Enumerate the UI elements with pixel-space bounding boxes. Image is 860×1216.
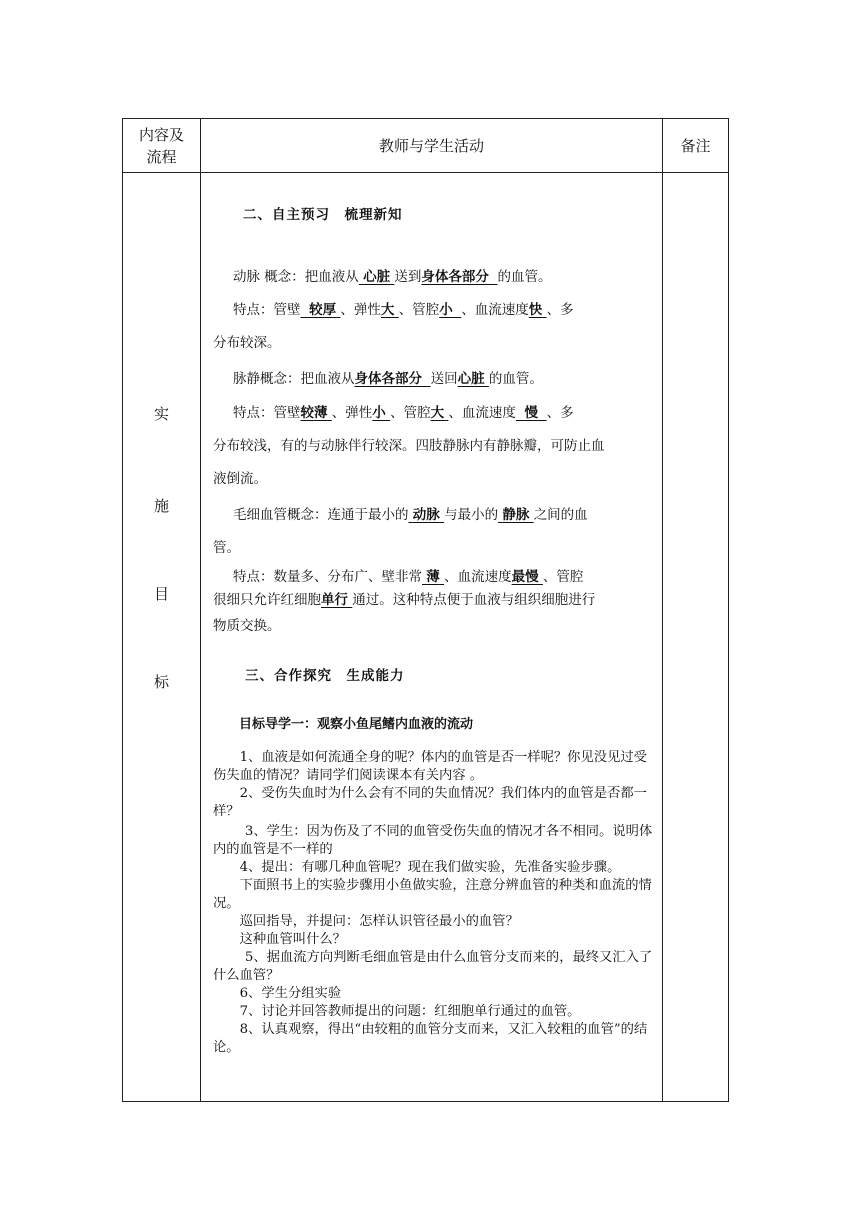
capillary-concept-line2: 管。 (213, 540, 240, 556)
artery-mid: 送到 (394, 269, 422, 285)
text-run: 的血管。 (488, 371, 543, 387)
vein-answer-2: 心脏 (457, 371, 485, 387)
list-item: 1、血液是如何流通全身的呢？体内的血管是否一样呢？你见没见过受伤失血的情况？请同学们阅读课本有关内容 。 (213, 750, 647, 783)
side-label-char: 实 (154, 405, 170, 423)
artery-answer-2: 身体各部分 (421, 269, 489, 285)
section3-title: 三、合作探究 生成能力 (245, 668, 405, 684)
list-item: 这种血管叫什么？ (239, 932, 346, 947)
vein-features-line2: 分布较浅，有的与动脉伴行较深。四肢静脉内有静脉瓣，可防止血 (213, 438, 605, 454)
side-label-char: 目 (154, 585, 170, 603)
list-item: 2、受伤失血时为什么会有不同的失血情况？我们体内的血管是否都一样？ (213, 786, 647, 819)
artery-suffix: 的血管。 (497, 269, 552, 285)
text-run: 与最小的 (444, 507, 499, 523)
text-run: 特点：管壁 (233, 302, 301, 318)
vein-concept (233, 367, 673, 387)
capillary-concept (233, 503, 673, 523)
header-content-flow (123, 119, 201, 173)
side-label-char: 施 (154, 497, 170, 515)
text-run: 特点：数量多、分布广、壁非常 (233, 569, 422, 585)
activities-cell (201, 173, 663, 1102)
text-run: 很细只允许红细胞 (213, 592, 321, 608)
capillary-features-line2 (213, 588, 653, 608)
side-label-cell (123, 173, 201, 1102)
text-run: 、多 (546, 302, 574, 318)
header-remarks: 备注 (663, 119, 729, 173)
header-content-flow-line1: 内容及 (138, 125, 184, 144)
artery-prefix: 动脉 概念：把血液从 (233, 269, 359, 285)
text-run: 、管腔 (390, 405, 431, 421)
capillary-feature-answer: 薄 (426, 569, 440, 585)
list-item: 7、讨论并回答教师提出的问题：红细胞单行通过的血管。 (239, 1004, 581, 1019)
list-item: 3、学生：因为伤及了不同的血管受伤失血的情况才各不相同。说明体内的血管是不一样的 (213, 824, 653, 857)
artery-feature-answer: 快 (528, 302, 543, 318)
section2-title: 二、自主预习 梳理新知 (243, 207, 403, 223)
text-run: 、血流速度 (461, 302, 529, 318)
vein-feature-answer: 大 (430, 405, 445, 421)
list-item: 6、学生分组实验 (239, 986, 342, 1001)
text-run: 送回 (430, 371, 458, 387)
capillary-answer-1: 动脉 (412, 507, 440, 523)
text-run: 脉静概念：把血液从 (233, 371, 355, 387)
artery-feature-answer: 较厚 (309, 302, 337, 318)
text-run: 、血流速度 (448, 405, 516, 421)
artery-feature-answer: 小 (439, 302, 453, 318)
text-run: 、弹性 (340, 302, 381, 318)
table-body-row (123, 173, 729, 1102)
artery-feature-answer: 大 (380, 302, 395, 318)
text-run: 特点：管壁 (233, 405, 301, 421)
artery-features-line2: 分布较深。 (213, 335, 281, 351)
list-item: 巡回指导，并提问：怎样认识管径最小的血管？ (239, 914, 519, 929)
goal-title: 目标导学一：观察小鱼尾鳍内血液的流动 (239, 717, 474, 732)
vein-feature-answer: 较薄 (300, 405, 328, 421)
capillary-features-line3: 物质交换。 (213, 618, 281, 634)
text-run: 、管腔 (398, 302, 440, 318)
artery-concept (233, 265, 673, 285)
vein-answer-1: 身体各部分 (354, 371, 422, 387)
capillary-feature-answer: 单行 (321, 592, 348, 608)
side-label-char: 标 (154, 673, 170, 691)
text-run: 、管腔 (542, 569, 584, 585)
vein-features (233, 401, 673, 421)
artery-features (233, 298, 673, 318)
header-activities: 教师与学生活动 (201, 119, 663, 173)
table-header-row (123, 119, 729, 173)
vein-feature-answer: 慢 (524, 405, 538, 421)
vein-feature-answer: 小 (372, 405, 386, 421)
list-item: 下面照书上的实验步骤用小鱼做实验，注意分辨血管的种类和血流的情况。 (213, 878, 652, 911)
list-item: 4、提出：有哪几种血管呢？现在我们做实验，先准备实验步骤。 (239, 860, 621, 875)
text-run: 、弹性 (331, 405, 373, 421)
capillary-answer-2: 静脉 (502, 507, 530, 523)
capillary-features (233, 565, 673, 585)
header-content-flow-line2: 流程 (146, 147, 177, 166)
list-item: 8、认真观察，得出“由较粗的血管分支而来，又汇入较粗的血管”的结论。 (213, 1022, 648, 1055)
capillary-feature-answer: 最慢 (511, 569, 539, 585)
artery-answer-1: 心脏 (363, 269, 391, 285)
text-run: 之间的血 (533, 507, 588, 523)
text-run: 、血流速度 (444, 569, 512, 585)
list-item: 5、据血流方向判断毛细血管是由什么血管分支而来的，最终又汇入了什么血管？ (213, 950, 653, 983)
text-run: 毛细血管概念：连通于最小的 (233, 507, 409, 523)
vein-features-line3: 液倒流。 (213, 471, 267, 487)
text-run: 通过。这种特点便于血液与组织细胞进行 (352, 592, 596, 608)
lesson-plan-table (122, 118, 729, 1102)
text-run: 、多 (546, 405, 574, 421)
